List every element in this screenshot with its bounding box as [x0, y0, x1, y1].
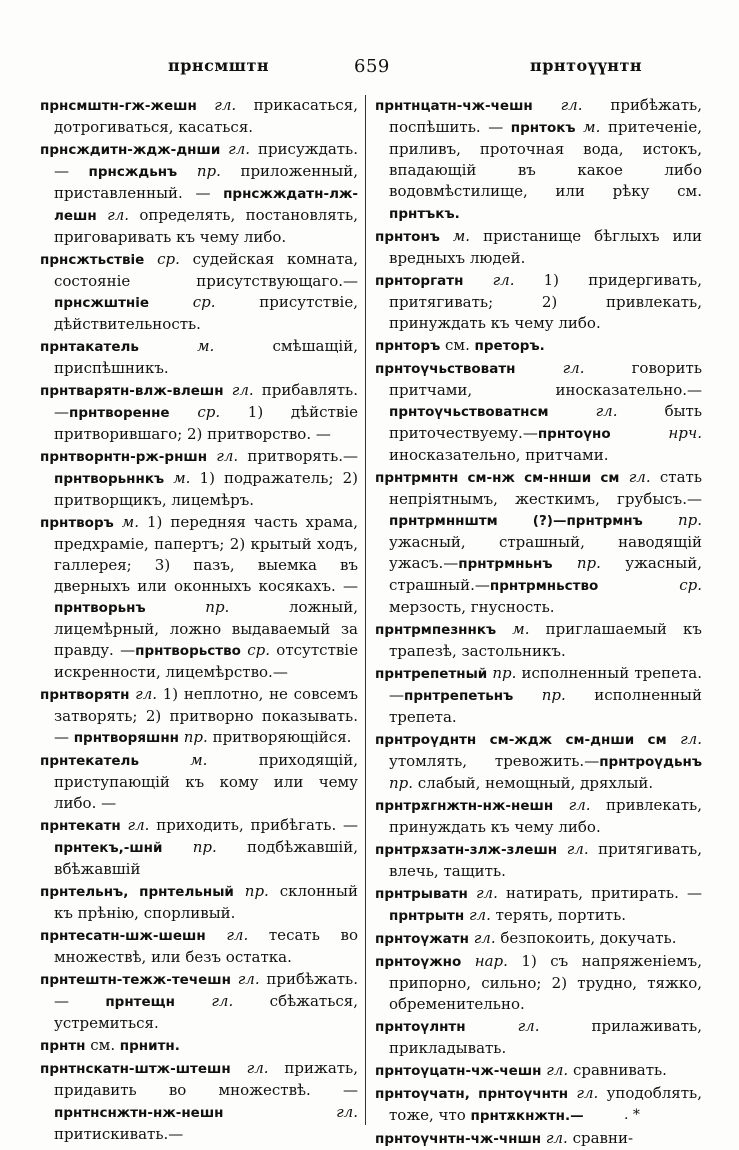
- headword: прнсждьнъ: [69, 164, 178, 180]
- dictionary-entry: [375, 226, 702, 269]
- grammar-label: гл.: [214, 96, 237, 114]
- grammar-label: пр.: [576, 554, 601, 572]
- column-divider: [365, 95, 366, 1125]
- headword: прнтонъ: [375, 229, 440, 245]
- definition-text: привлекать, принуждать къ чему либо.: [389, 796, 702, 836]
- grammar-label: гл.: [246, 1059, 269, 1077]
- definition-text: исполненный трепета.—: [389, 664, 702, 704]
- headword: прнторгатн: [375, 273, 464, 289]
- dictionary-entry: [375, 270, 702, 334]
- grammar-label: ср.: [247, 641, 271, 659]
- grammar-label: гл.: [475, 884, 498, 902]
- headword: прнтворьннкъ: [54, 471, 165, 487]
- headword: прнтрепетьнъ: [404, 688, 514, 704]
- grammar-label: гл.: [595, 402, 618, 420]
- grammar-label: гл.: [127, 816, 150, 834]
- grammar-label: пр.: [492, 664, 517, 682]
- definition-text: прибавлять.—: [54, 381, 358, 421]
- headword: преторъ.: [469, 338, 545, 354]
- definition-text: притискивать.—: [54, 1125, 184, 1143]
- grammar-label: гл.: [135, 685, 158, 703]
- headword: прнтоүчьствоватн: [375, 361, 516, 377]
- dictionary-entry: [40, 684, 358, 749]
- headword: прнтрмнъ: [566, 513, 643, 529]
- headword: прнтроүднтн см-ждж см-днши см: [375, 732, 667, 748]
- grammar-label: пр.: [205, 598, 230, 616]
- definition-text: приложенный, приставленный. —: [54, 162, 358, 202]
- right-column: [375, 95, 702, 1147]
- dictionary-entry: [375, 95, 702, 225]
- definition-text: тесать во множествѣ, или безъ остатка.: [54, 926, 358, 966]
- headword: прнтрѫгнжтн-нж-нешн: [375, 798, 554, 814]
- dictionary-entry: [375, 335, 702, 357]
- definition-text: приглашаемый къ трапезѣ, застольникъ.: [389, 620, 702, 660]
- grammar-label: нрч.: [668, 424, 702, 442]
- headword: прнтештн-тежж-течешн: [40, 972, 231, 988]
- headword: прнтнскатн-штж-штешн: [40, 1061, 231, 1077]
- grammar-label: гл.: [211, 992, 234, 1010]
- grammar-label: гл.: [231, 381, 254, 399]
- headword: прнсмштн-гж-жешн: [40, 98, 197, 114]
- dictionary-entry: [375, 358, 702, 466]
- definition-text: исполненный трепета.: [389, 686, 702, 726]
- dictionary-entry: [375, 951, 702, 1015]
- headword: прнтоүлнтн: [375, 1019, 466, 1035]
- headword: прнтъкъ.: [389, 206, 460, 222]
- headword: прнсждитн-ждж-днши: [40, 142, 221, 158]
- headword: прнтоүжатн: [375, 931, 469, 947]
- definition-text: сбѣжаться, устремиться.: [54, 992, 358, 1032]
- definition-text: присутствіе, дѣйствительность.: [54, 293, 358, 333]
- header-right-word: прнтоүүнтн: [530, 56, 643, 75]
- headword: прнтрмпезннкъ: [375, 622, 497, 638]
- definition-text: присуждать. —: [54, 140, 358, 180]
- headword: прнтещн: [69, 994, 175, 1010]
- dictionary-entry: [375, 883, 702, 927]
- dictionary-entry: [375, 467, 702, 618]
- definition-text: притворяющійся.: [207, 728, 352, 746]
- grammar-label: гл.: [566, 840, 589, 858]
- dictionary-entry: [40, 380, 358, 445]
- definition-text: уподоблять, тоже, что: [389, 1084, 702, 1124]
- dictionary-entry: [40, 139, 358, 248]
- headword: прнтворнтн-рж-рншн: [40, 449, 208, 465]
- grammar-label: м.: [197, 337, 215, 355]
- grammar-label: гл.: [473, 929, 496, 947]
- definition-text: 1) неплотно, не совсемъ затворять; 2) притворно показывать. —: [54, 685, 358, 746]
- grammar-label: пр.: [183, 728, 208, 746]
- headword: прнтворенне: [69, 405, 170, 421]
- grammar-label: пр.: [677, 511, 702, 529]
- definition-text: см.: [440, 336, 470, 354]
- headword: прнтроүдьнъ: [599, 754, 702, 770]
- dictionary-entry: [375, 1083, 702, 1127]
- headword: прнтекатн: [40, 818, 121, 834]
- headword: прнтрмнтн см-нж см-ннши см: [375, 470, 620, 486]
- headword: прнтоүно: [537, 426, 611, 442]
- grammar-label: ср.: [192, 293, 216, 311]
- definition-text: судейская комната, состояніе присутствующаго.—: [54, 250, 358, 290]
- grammar-label: гл.: [228, 140, 251, 158]
- grammar-label: пр.: [244, 882, 269, 900]
- headword: прнтоүжно: [375, 954, 462, 970]
- grammar-label: м.: [173, 469, 191, 487]
- headword: прнтекъ,-шнй: [54, 840, 163, 856]
- dictionary-entry: [40, 1035, 358, 1057]
- definition-text: прикасаться, дотрогиваться, касаться.: [54, 96, 358, 136]
- grammar-label: ср.: [197, 403, 221, 421]
- definition-text: говорить притчами, иносказательно.—: [389, 359, 702, 399]
- definition-text: мерзость, гнусность.: [389, 598, 555, 616]
- definition-text: 1) дѣйствіе притворившаго; 2) притворство. —: [54, 403, 358, 443]
- headword: прнтекатель: [40, 753, 139, 769]
- definition-text: склонный къ прѣнію, спорливый.: [54, 882, 358, 922]
- grammar-label: гл.: [568, 796, 591, 814]
- grammar-label: м.: [190, 751, 208, 769]
- headword: прнтѫкнжтн.—: [465, 1108, 584, 1124]
- dictionary-entry: [375, 729, 702, 794]
- grammar-label: м.: [452, 227, 471, 245]
- definition-text: прилаживать, прикладывать.: [389, 1017, 702, 1057]
- definition-text: приходящій, приступающій къ кому или чему либо. —: [54, 751, 358, 812]
- definition-text: безпокоить, докучать.: [495, 929, 677, 947]
- dictionary-entry: [375, 839, 702, 882]
- definition-text: определять, постановлять, приговаривать къ чему либо.: [54, 206, 358, 246]
- grammar-label: гл.: [628, 468, 651, 486]
- headword: прнтрепетный: [375, 666, 488, 682]
- headword: прнтокъ: [503, 120, 576, 136]
- definition-text: 1) придергивать, притягивать; 2) привлекать, принуждать къ чему либо.: [389, 271, 702, 332]
- headword: прнтн: [40, 1038, 86, 1054]
- definition-text: сравни-: [567, 1129, 634, 1147]
- definition-text: приходить, прибѣгать. —: [149, 816, 358, 834]
- grammar-label: пр.: [196, 162, 221, 180]
- grammar-label: гл.: [517, 1017, 540, 1035]
- definition-text: смѣшащій, приспѣшникъ.: [54, 337, 358, 377]
- grammar-label: гл.: [468, 906, 491, 924]
- headword: прнсжждатн-лж-лешн: [54, 186, 358, 224]
- definition-text: отсутствіе искренности, лицемѣрство.—: [54, 641, 358, 681]
- headword: прнтрытн: [389, 908, 465, 924]
- grammar-label: гл.: [576, 1084, 599, 1102]
- dictionary-entry: [40, 925, 358, 968]
- definition-text: терять, портить.: [490, 906, 627, 924]
- definition-text: ужасный, страшный.—: [389, 554, 702, 594]
- headword: прнтрѫзатн-злж-злешн: [375, 842, 558, 858]
- grammar-label: ср.: [157, 250, 180, 268]
- headword: прнтоүцатн-чж-чешн: [375, 1063, 542, 1079]
- definition-text: притягивать, влечь, тащить.: [389, 840, 702, 880]
- dictionary-entry: [40, 881, 358, 924]
- grammar-label: нар.: [474, 952, 508, 970]
- headword: прнтворятн: [40, 687, 130, 703]
- dictionary-entry: [40, 815, 358, 880]
- grammar-label: гл.: [226, 926, 249, 944]
- running-header: [40, 56, 705, 86]
- page-number: 659: [354, 56, 390, 77]
- definition-text: прибѣжать, поспѣшить. —: [389, 96, 702, 136]
- headword: прнтельнъ, прнтельный: [40, 884, 234, 900]
- dictionary-entry: [375, 663, 702, 728]
- dictionary-entry: [40, 446, 358, 511]
- definition-text: см.: [85, 1036, 116, 1054]
- headword: прнтнцатн-чж-чешн: [375, 98, 533, 114]
- headword: прнитн.: [115, 1038, 180, 1054]
- headword: прнтрмннштм (?)—: [389, 513, 567, 529]
- headword: прнтоүчнтн-чж-чншн: [375, 1131, 542, 1147]
- grammar-label: гл.: [107, 206, 130, 224]
- headword: прнторъ: [375, 338, 441, 354]
- headword: прнтоүчатн, прнтоүчнтн: [375, 1086, 569, 1102]
- headword: прнсжтьствіе: [40, 252, 145, 268]
- grammar-label: гл.: [237, 970, 260, 988]
- definition-text: прибѣжать. —: [54, 970, 358, 1010]
- dictionary-entry: [40, 336, 358, 379]
- grammar-label: гл.: [546, 1061, 569, 1079]
- definition-text: ложный, лицемѣрный, ложно выдаваемый за правду. —: [54, 598, 358, 659]
- grammar-label: гл.: [560, 96, 583, 114]
- grammar-label: гл.: [680, 730, 702, 748]
- dictionary-entry: [40, 1058, 358, 1145]
- header-left-word: прнсмштн: [168, 56, 270, 75]
- dictionary-entry: [375, 928, 702, 950]
- definition-text: иносказательно, притчами.: [389, 446, 609, 464]
- footer-mark: . *: [624, 1107, 640, 1123]
- grammar-label: пр.: [389, 774, 414, 792]
- dictionary-entry: [375, 1128, 702, 1150]
- headword: прнсжштніе: [54, 295, 150, 311]
- headword: прнтрыватн: [375, 886, 468, 902]
- headword: прнтоүчьствоватнсм: [389, 404, 549, 420]
- definition-text: утомлять, тревожить.—: [389, 752, 600, 770]
- dictionary-entry: [40, 95, 358, 138]
- grammar-label: гл.: [545, 1129, 568, 1147]
- definition-text: ужасный, страшный, наводящій ужасъ.—: [389, 533, 702, 572]
- grammar-label: м.: [121, 513, 139, 531]
- dictionary-entry: [40, 750, 358, 814]
- grammar-label: м.: [583, 118, 601, 136]
- headword: прнтнснжтн-нж-нешн: [54, 1105, 224, 1121]
- definition-text: 1) подражатель; 2) притворщикъ, лицемѣръ.: [54, 469, 358, 509]
- dictionary-entry: [375, 1016, 702, 1059]
- grammar-label: пр.: [192, 838, 217, 856]
- dictionary-entry: [375, 795, 702, 838]
- definition-text: сравнивать.: [568, 1061, 667, 1079]
- headword: прнтрмньнъ: [458, 556, 553, 572]
- dictionary-entry: [40, 512, 358, 683]
- headword: прнтесатн-шж-шешн: [40, 928, 206, 944]
- grammar-label: гл.: [336, 1103, 358, 1121]
- headword: прнтворьство: [135, 643, 241, 659]
- grammar-label: гл.: [492, 271, 515, 289]
- definition-text: 1) съ напряженіемъ, припорно, сильно; 2) трудно, тяжко, обременительно.: [389, 952, 702, 1013]
- grammar-label: ср.: [679, 576, 702, 594]
- definition-text: быть приточествуему.—: [389, 402, 702, 442]
- grammar-label: м.: [512, 620, 530, 638]
- definition-text: натирать, притирать. —: [497, 884, 702, 902]
- definition-text: притворять.—: [238, 447, 358, 465]
- dictionary-entry: [375, 1060, 702, 1082]
- headword: прнтворяшнн: [69, 730, 179, 746]
- definition-text: 1) передняя часть храма, предхраміе, папертъ; 2) крытый ходъ, галлерея; 3) пазъ, выемка въ дверныхъ или оконныхъ косякахъ. —: [54, 513, 358, 595]
- definition-text: прижать, придавить во множествѣ. —: [54, 1059, 358, 1099]
- definition-text: слабый, немощный, дряхлый.: [413, 774, 654, 792]
- definition-text: притеченіе, приливъ, проточная вода, истокъ, впадающій въ какое либо водовмѣстилище, или рѣку см.: [389, 118, 702, 200]
- dictionary-entry: [40, 969, 358, 1034]
- grammar-label: гл.: [562, 359, 585, 377]
- headword: прнтакатель: [40, 339, 139, 355]
- grammar-label: гл.: [216, 447, 239, 465]
- headword: прнтрмньство: [489, 578, 599, 594]
- definition-text: стать непріятнымъ, жесткимъ, грубысъ.—: [389, 468, 702, 508]
- headword: прнтварятн-влж-влешн: [40, 383, 224, 399]
- dictionary-entry: [40, 249, 358, 335]
- headword: прнтворьнъ: [54, 600, 146, 616]
- definition-text: подбѣжавшій, вбѣжавшій: [54, 838, 358, 878]
- headword: прнтворъ: [40, 515, 114, 531]
- left-column: [40, 95, 358, 1143]
- definition-text: пристанище бѣглыхъ или вредныхъ людей.: [389, 227, 702, 267]
- grammar-label: пр.: [541, 686, 566, 704]
- dictionary-entry: [375, 619, 702, 662]
